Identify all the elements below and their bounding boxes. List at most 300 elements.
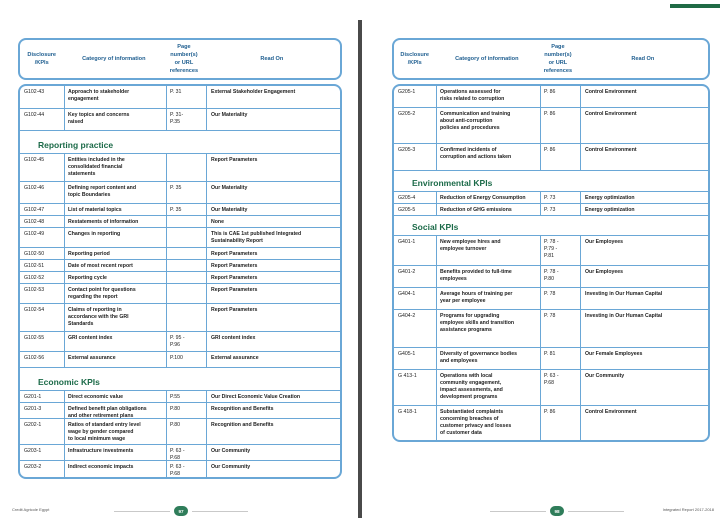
- footer-rule: [192, 511, 248, 512]
- page-reference-line: P.35: [170, 119, 181, 126]
- column-divider: [166, 403, 167, 418]
- page-reference-line: P. 86: [544, 147, 556, 153]
- column-divider: [436, 192, 437, 203]
- column-divider: [540, 144, 541, 170]
- read-on-text-line: Control Environment: [585, 89, 637, 95]
- column-divider: [166, 260, 167, 271]
- page-reference: [544, 351, 578, 358]
- category-text-line: Defining report content and: [68, 185, 137, 191]
- read-on-text-line: None: [211, 219, 224, 225]
- category-text: [68, 207, 164, 214]
- column-divider: [166, 154, 167, 181]
- category-text-line: Confirmed incidents of: [440, 147, 497, 153]
- disclosure-code: G102-51: [24, 263, 45, 269]
- disclosure-code: G102-53: [24, 287, 45, 293]
- category-text: [68, 335, 164, 342]
- section-heading: [20, 131, 340, 154]
- category-text-line: Entities included in the: [68, 157, 125, 163]
- section-heading: [20, 368, 340, 391]
- top-band: [0, 0, 720, 20]
- page-reference-line: P. 81: [544, 351, 556, 357]
- column-divider: [64, 445, 65, 460]
- read-on-text: [211, 422, 341, 429]
- read-on-text: [585, 207, 709, 214]
- disclosure-code: G 418-1: [398, 409, 417, 415]
- header-page-ref-line: number(s): [170, 51, 198, 58]
- header-category: Category of information: [455, 55, 519, 62]
- category-text-line: engagement: [68, 96, 99, 103]
- header-page-ref-line: references: [543, 68, 573, 75]
- header-read-on: Read On: [260, 55, 284, 62]
- category-text-line: employees: [440, 276, 467, 283]
- category-text: [68, 464, 164, 471]
- disclosure-code: G102-47: [24, 207, 45, 213]
- category-text: [68, 406, 164, 420]
- column-divider: [64, 304, 65, 331]
- column-divider: [540, 370, 541, 405]
- footer-text: Credit Agricole Egypt: [12, 507, 50, 512]
- column-divider: [64, 154, 65, 181]
- category-text-line: Average hours of training per: [440, 291, 513, 297]
- page-reference: [544, 207, 578, 214]
- category-text: [440, 373, 538, 401]
- disclosure-code: G 413-1: [398, 373, 417, 379]
- page-reference-line: P.81: [544, 253, 555, 260]
- category-text-line: employee turnover: [440, 246, 487, 253]
- column-divider: [206, 204, 207, 215]
- disclosure-code: G102-55: [24, 335, 45, 341]
- category-text-line: regarding the report: [68, 294, 118, 301]
- read-on-text: [211, 355, 341, 362]
- disclosure-code: G205-5: [398, 207, 416, 213]
- table-header: [18, 38, 342, 80]
- read-on-text: [585, 373, 709, 380]
- table-row: [20, 391, 340, 403]
- column-divider: [166, 109, 167, 130]
- column-divider: [64, 272, 65, 283]
- table-row: [20, 461, 340, 479]
- table-row: [20, 204, 340, 216]
- column-divider: [64, 260, 65, 271]
- column-divider: [64, 352, 65, 367]
- read-on-text-line: Our Materiality: [211, 207, 248, 213]
- disclosure-code: G102-46: [24, 185, 45, 191]
- page-reference-line: P.80: [170, 406, 181, 412]
- column-divider: [540, 108, 541, 143]
- column-divider: [580, 370, 581, 405]
- page-reference-line: P.68: [544, 380, 555, 387]
- read-on-text-line: Our Community: [211, 464, 251, 470]
- table-row: [20, 272, 340, 284]
- column-divider: [436, 310, 437, 347]
- column-divider: [580, 204, 581, 215]
- page-reference-line: P.55: [170, 394, 181, 400]
- page-reference: [544, 195, 578, 202]
- table-row: [20, 86, 340, 109]
- header-read-on: Read On: [631, 55, 655, 62]
- column-divider: [436, 406, 437, 442]
- disclosure-code: G203-1: [24, 448, 42, 454]
- category-text-line: External assurance: [68, 355, 116, 361]
- category-text: [68, 89, 164, 103]
- column-divider: [206, 445, 207, 460]
- read-on-text-line: Investing in Our Human Capital: [585, 313, 663, 319]
- disclosure-code: G201-3: [24, 406, 42, 412]
- disclosure-code: G404-1: [398, 291, 416, 297]
- column-divider: [540, 266, 541, 287]
- column-divider: [436, 144, 437, 170]
- read-on-text: [211, 335, 341, 342]
- read-on-text-line: Report Parameters: [211, 287, 258, 293]
- page-reference-line: P. 31-: [170, 112, 184, 118]
- page-reference-line: P.68: [170, 455, 181, 462]
- column-divider: [580, 288, 581, 309]
- header-page-ref-line: references: [169, 68, 199, 75]
- column-divider: [206, 86, 207, 108]
- table-row: [394, 144, 708, 171]
- category-text-line: corruption and actions taken: [440, 154, 512, 161]
- column-divider: [206, 154, 207, 181]
- disclosure-code: G202-1: [24, 422, 42, 428]
- read-on-text-line: Recognition and Benefits: [211, 406, 274, 412]
- category-text-line: about anti-corruption: [440, 118, 493, 125]
- header-disclosure: [394, 51, 435, 67]
- column-divider: [166, 228, 167, 247]
- header-disclosure-line: Disclosure: [400, 51, 430, 58]
- page-reference-line: P. 35: [170, 207, 182, 213]
- table-row: [20, 109, 340, 131]
- column-divider: [64, 182, 65, 203]
- disclosure-code: G401-2: [398, 269, 416, 275]
- read-on-text-line: Our Direct Economic Value Creation: [211, 394, 301, 400]
- column-divider: [580, 406, 581, 442]
- category-text-line: Direct economic value: [68, 394, 124, 400]
- column-divider: [580, 86, 581, 107]
- column-divider: [64, 109, 65, 130]
- read-on-text: [211, 185, 341, 192]
- table-row: [20, 284, 340, 304]
- read-on-text-line: GRI content index: [211, 335, 256, 341]
- column-divider: [206, 109, 207, 130]
- category-text-line: topic Boundaries: [68, 192, 111, 199]
- disclosure-code: G205-1: [398, 89, 416, 95]
- column-divider: [436, 370, 437, 405]
- column-divider: [64, 86, 65, 108]
- category-text: [440, 111, 538, 132]
- category-text: [68, 275, 164, 282]
- table-row: [394, 86, 708, 108]
- column-divider: [166, 332, 167, 351]
- table-row: [20, 228, 340, 248]
- read-on-text-line: Recognition and Benefits: [211, 422, 274, 428]
- disclosure-code: G102-44: [24, 112, 45, 118]
- category-text: [440, 409, 538, 437]
- column-divider: [436, 86, 437, 107]
- table-row: [20, 154, 340, 182]
- category-text-line: Operations with local: [440, 373, 493, 379]
- right-page: [362, 20, 720, 518]
- page-reference-line: P. 63 -: [170, 448, 185, 454]
- page-reference: [544, 147, 578, 154]
- disclosure-code: G205-2: [398, 111, 416, 117]
- category-text-line: assistance programs: [440, 327, 492, 334]
- column-divider: [580, 236, 581, 265]
- disclosure-code: G401-1: [398, 239, 416, 245]
- table-row: [394, 406, 708, 442]
- read-on-text-line: Our Community: [211, 448, 251, 454]
- column-divider: [166, 272, 167, 283]
- column-divider: [540, 192, 541, 203]
- table-row: [20, 352, 340, 368]
- category-text-line: Diversity of governance bodies: [440, 351, 517, 357]
- page-reference-line: P. 78: [544, 291, 556, 297]
- category-text-line: Programs for upgrading: [440, 313, 500, 319]
- column-divider: [166, 461, 167, 479]
- page-reference: [544, 313, 578, 320]
- column-divider: [166, 182, 167, 203]
- column-divider: [206, 248, 207, 259]
- table-row: [394, 192, 708, 204]
- read-on-text: [211, 275, 341, 282]
- footer-rule: [568, 511, 624, 512]
- column-divider: [166, 391, 167, 402]
- read-on-text: [211, 464, 341, 471]
- page-reference-line: P.68: [170, 471, 181, 478]
- read-on-text-line: Report Parameters: [211, 275, 258, 281]
- section-heading: [394, 216, 708, 236]
- page-reference-line: P. 63 -: [544, 373, 559, 379]
- column-divider: [64, 248, 65, 259]
- disclosure-code: G102-49: [24, 231, 45, 237]
- table-row: [394, 288, 708, 310]
- page-reference: [544, 291, 578, 298]
- page-reference-line: P.79 -: [544, 246, 558, 253]
- section-title: Economic KPIs: [38, 377, 100, 387]
- table-row: [394, 310, 708, 348]
- gri-table: [392, 84, 710, 442]
- column-divider: [64, 391, 65, 402]
- disclosure-code: G102-54: [24, 307, 45, 313]
- column-divider: [436, 204, 437, 215]
- read-on-text-line: Report Parameters: [211, 263, 258, 269]
- page-reference: [544, 269, 578, 283]
- category-text-line: Substantiated complaints: [440, 409, 504, 415]
- header-page-ref: [164, 43, 204, 75]
- column-divider: [166, 445, 167, 460]
- category-text: [440, 207, 538, 214]
- page-reference-line: P. 86: [544, 89, 556, 95]
- read-on-text-line: Sustainability Report: [211, 238, 263, 245]
- read-on-text-line: Our Community: [585, 373, 625, 379]
- page-reference-line: P. 86: [544, 111, 556, 117]
- table-row: [394, 108, 708, 144]
- category-text-line: Date of most recent report: [68, 263, 133, 269]
- category-text: [440, 89, 538, 103]
- category-text-line: wage by gender compared: [68, 429, 134, 436]
- column-divider: [540, 204, 541, 215]
- category-text-line: and other retirement plans: [68, 413, 134, 420]
- category-text: [68, 251, 164, 258]
- section-title: Environmental KPIs: [412, 178, 493, 188]
- page-number-badge: 98: [550, 506, 564, 516]
- category-text-line: GRI content index: [68, 335, 113, 341]
- read-on-text-line: Report Parameters: [211, 307, 258, 313]
- page-reference-line: P.100: [170, 355, 183, 361]
- category-text: [68, 185, 164, 199]
- page-reference-line: P.80: [170, 422, 181, 428]
- column-divider: [436, 348, 437, 369]
- category-text-line: List of material topics: [68, 207, 122, 213]
- footer-text: Integrated Report 2017-2018: [662, 507, 714, 512]
- disclosure-code: G205-4: [398, 195, 416, 201]
- column-divider: [540, 348, 541, 369]
- read-on-text: [585, 351, 709, 358]
- disclosure-code: G203-2: [24, 464, 42, 470]
- category-text: [68, 287, 164, 301]
- gri-table: [18, 84, 342, 479]
- column-divider: [540, 288, 541, 309]
- disclosure-code: G102-50: [24, 251, 45, 257]
- left-page: [0, 20, 358, 518]
- read-on-text: [585, 195, 709, 202]
- read-on-text: [211, 157, 341, 164]
- read-on-text: [585, 147, 709, 154]
- page-reference-line: P. 78: [544, 313, 556, 319]
- column-divider: [166, 248, 167, 259]
- table-row: [20, 419, 340, 445]
- table-row: [394, 266, 708, 288]
- table-header: [392, 38, 710, 80]
- category-text: [68, 231, 164, 238]
- read-on-text: [211, 448, 341, 455]
- read-on-text: [585, 269, 709, 276]
- page-reference: [170, 185, 204, 192]
- category-text: [68, 263, 164, 270]
- column-divider: [166, 352, 167, 367]
- category-text: [440, 147, 538, 161]
- category-text-line: Key topics and concerns: [68, 112, 130, 118]
- category-text-line: New employee hires and: [440, 239, 501, 245]
- column-divider: [64, 204, 65, 215]
- category-text-line: statements: [68, 171, 96, 178]
- column-divider: [206, 216, 207, 227]
- page-reference-line: P. 95 -: [170, 335, 185, 341]
- column-divider: [436, 108, 437, 143]
- read-on-text-line: Control Environment: [585, 111, 637, 117]
- column-divider: [580, 266, 581, 287]
- category-text-line: raised: [68, 119, 84, 126]
- table-row: [20, 216, 340, 228]
- footer-rule: [490, 511, 546, 512]
- column-divider: [580, 192, 581, 203]
- read-on-text-line: Our Female Employees: [585, 351, 643, 357]
- category-text-line: Reporting cycle: [68, 275, 107, 281]
- read-on-text-line: Our Employees: [585, 239, 624, 245]
- page-reference: [544, 239, 578, 260]
- category-text: [68, 219, 164, 226]
- page-reference: [170, 335, 204, 349]
- column-divider: [64, 228, 65, 247]
- disclosure-code: G201-1: [24, 394, 42, 400]
- read-on-text-line: Our Employees: [585, 269, 624, 275]
- column-divider: [166, 284, 167, 303]
- column-divider: [206, 284, 207, 303]
- read-on-text-line: External Stakeholder Engagement: [211, 89, 296, 95]
- category-text: [68, 355, 164, 362]
- table-row: [394, 236, 708, 266]
- category-text-line: Changes in reporting: [68, 231, 121, 237]
- read-on-text-line: Our Materiality: [211, 112, 248, 118]
- column-divider: [64, 403, 65, 418]
- top-accent-stripe: [670, 4, 720, 8]
- disclosure-code: G102-48: [24, 219, 45, 225]
- disclosure-code: G102-56: [24, 355, 45, 361]
- read-on-text-line: Our Materiality: [211, 185, 248, 191]
- category-text-line: Contact point for questions: [68, 287, 136, 293]
- category-text-line: Indirect economic impacts: [68, 464, 134, 470]
- read-on-text: [211, 307, 341, 314]
- category-text-line: and employees: [440, 358, 478, 365]
- table-row: [394, 348, 708, 370]
- category-text: [440, 195, 538, 202]
- read-on-text: [585, 89, 709, 96]
- category-text-line: concerning breaches of: [440, 416, 499, 423]
- read-on-text-line: Investing in Our Human Capital: [585, 291, 663, 297]
- column-divider: [166, 419, 167, 444]
- category-text-line: community engagement,: [440, 380, 502, 387]
- page-reference-line: P. 78 -: [544, 269, 559, 275]
- read-on-text: [211, 112, 341, 119]
- category-text-line: Benefits provided to full-time: [440, 269, 512, 275]
- category-text-line: Operations assessed for: [440, 89, 501, 95]
- category-text-line: to local minimum wage: [68, 436, 126, 443]
- column-divider: [64, 461, 65, 479]
- column-divider: [436, 236, 437, 265]
- column-divider: [166, 204, 167, 215]
- disclosure-code: G102-43: [24, 89, 45, 95]
- column-divider: [206, 419, 207, 444]
- header-category: Category of information: [82, 55, 146, 62]
- category-text-line: Ratios of standard entry level: [68, 422, 141, 428]
- read-on-text-line: This is CAE 1st published Integrated: [211, 231, 302, 237]
- table-row: [20, 403, 340, 419]
- header-page-ref: [538, 43, 578, 75]
- page-reference-line: P.80: [544, 276, 555, 283]
- page-reference: [170, 422, 204, 429]
- table-row: [20, 304, 340, 332]
- category-text: [440, 351, 538, 365]
- table-row: [20, 248, 340, 260]
- page-reference-line: P. 73: [544, 195, 556, 201]
- read-on-text: [211, 207, 341, 214]
- category-text-line: Infrastructure investments: [68, 448, 134, 454]
- column-divider: [206, 332, 207, 351]
- category-text-line: Approach to stakeholder: [68, 89, 130, 95]
- column-divider: [206, 391, 207, 402]
- table-row: [394, 370, 708, 406]
- section-title: Reporting practice: [38, 140, 114, 150]
- category-text-line: Defined benefit plan obligations: [68, 406, 147, 412]
- column-divider: [64, 332, 65, 351]
- table-row: [394, 204, 708, 216]
- column-divider: [436, 288, 437, 309]
- read-on-text: [585, 409, 709, 416]
- category-text-line: Reduction of Energy Consumption: [440, 195, 526, 201]
- page-reference: [544, 89, 578, 96]
- category-text-line: consolidated financial: [68, 164, 123, 171]
- header-page-ref-line: number(s): [544, 51, 572, 58]
- page-reference: [170, 112, 204, 126]
